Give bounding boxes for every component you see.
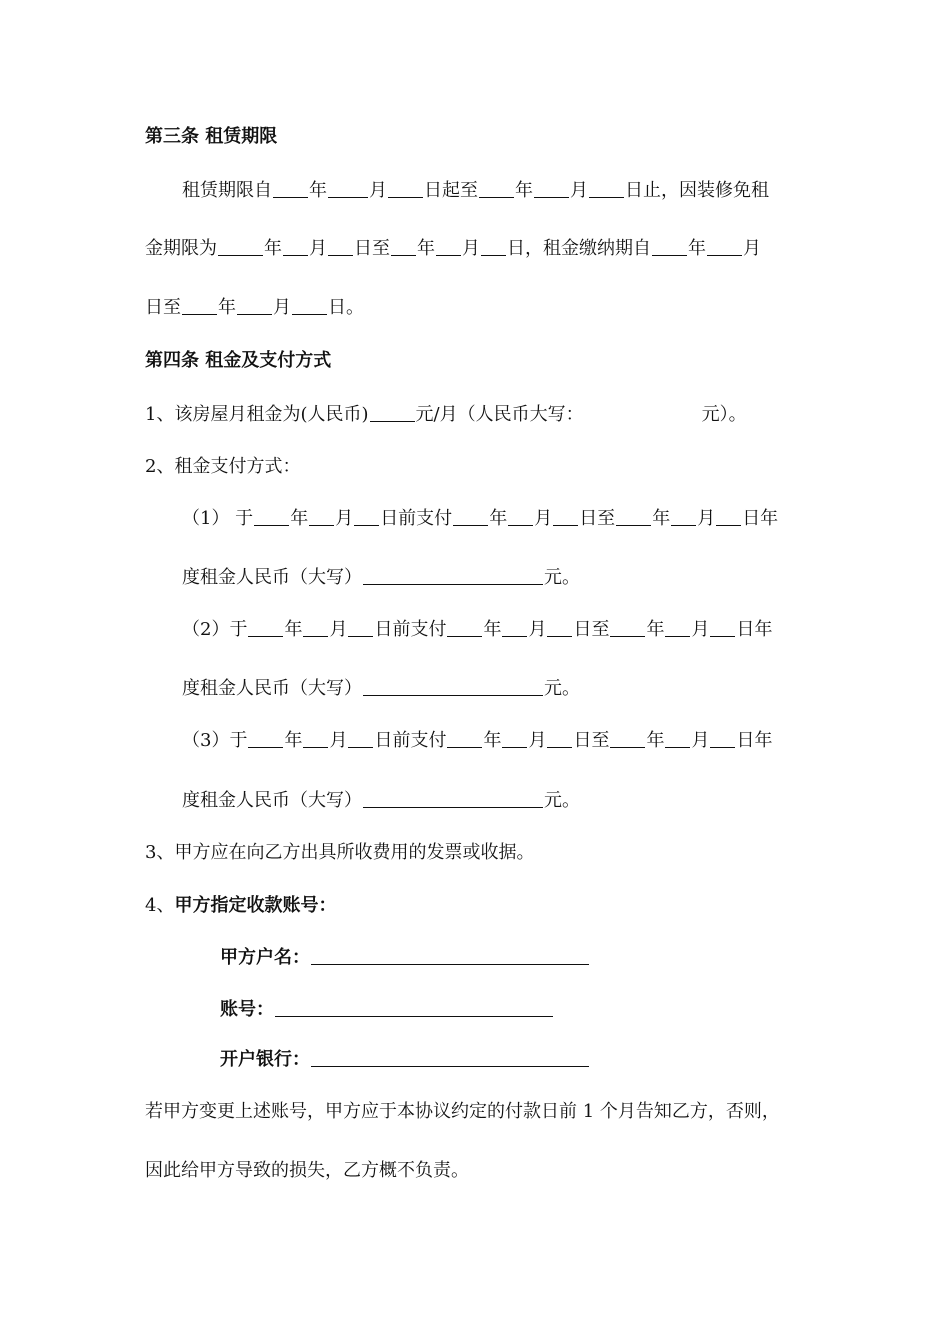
lease-term-line-2: 金期限为 年 月 日至 年 月 日，租金缴纳期自 年 月 [145, 238, 761, 259]
blank-field[interactable] [610, 618, 645, 637]
blank-field[interactable] [707, 237, 742, 256]
blank-field[interactable] [248, 618, 283, 637]
blank-field[interactable] [671, 507, 696, 526]
blank-field[interactable] [665, 618, 690, 637]
lease-term-line-3: 日至 年 月 日。 [145, 297, 364, 318]
blank-field[interactable] [534, 179, 569, 198]
blank-field[interactable] [328, 179, 368, 198]
account-name-line: 甲方户名： [220, 946, 590, 969]
account-number-line: 账号： [220, 998, 554, 1021]
blank-field[interactable] [354, 507, 379, 526]
blank-field[interactable] [508, 507, 533, 526]
blank-field[interactable] [481, 237, 506, 256]
blank-field[interactable] [370, 403, 415, 422]
blank-field[interactable] [710, 729, 735, 748]
blank-field[interactable] [710, 618, 735, 637]
payment-1-line: （1） 于 年 月 日前支付 年 月 日至 年 月 日年 [182, 508, 779, 529]
account-name-field[interactable] [311, 946, 589, 965]
payment-method-label: 2、租金支付方式： [145, 456, 301, 477]
article4-heading: 第四条 租金及支付方式 [145, 350, 332, 371]
blank-field[interactable] [303, 618, 328, 637]
blank-field[interactable] [388, 179, 423, 198]
blank-field[interactable] [652, 237, 687, 256]
blank-field[interactable] [453, 507, 488, 526]
blank-field[interactable] [447, 729, 482, 748]
bank-line: 开户银行： [220, 1048, 590, 1071]
blank-field[interactable] [303, 729, 328, 748]
blank-field[interactable] [348, 618, 373, 637]
blank-field[interactable] [547, 618, 572, 637]
account-number-field[interactable] [275, 998, 553, 1017]
article3-heading: 第三条 租赁期限 [145, 126, 278, 147]
blank-field[interactable] [502, 729, 527, 748]
blank-field[interactable] [283, 237, 308, 256]
blank-field[interactable] [547, 729, 572, 748]
blank-field[interactable] [273, 179, 308, 198]
account-change-line-1: 若甲方变更上述账号，甲方应于本协议约定的付款日前 1 个月告知乙方，否则， [145, 1101, 780, 1122]
blank-field[interactable] [328, 237, 353, 256]
blank-field[interactable] [363, 789, 543, 808]
blank-field[interactable] [218, 237, 263, 256]
payment-1-amount: 度租金人民币（大写） 元。 [182, 567, 580, 588]
blank-field[interactable] [391, 237, 416, 256]
account-heading: 4、甲方指定收款账号： [145, 895, 337, 916]
blank-field[interactable] [363, 566, 543, 585]
monthly-rent-line: 1、该房屋月租金为(人民币) 元/月（人民币大写： 元）。 [145, 404, 747, 425]
payment-2-line: （2）于 年 月 日前支付 年 月 日至 年 月 日年 [182, 619, 773, 640]
blank-field[interactable] [182, 296, 217, 315]
blank-field[interactable] [348, 729, 373, 748]
payment-2-amount: 度租金人民币（大写） 元。 [182, 678, 580, 699]
blank-field[interactable] [610, 729, 645, 748]
account-change-line-2: 因此给甲方导致的损失，乙方概不负责。 [145, 1160, 469, 1181]
blank-field[interactable] [665, 729, 690, 748]
blank-field[interactable] [292, 296, 327, 315]
lease-term-line-1: 租赁期限自 年 月 日起至 年 月 日止，因装修免租 [182, 180, 769, 201]
blank-field[interactable] [553, 507, 578, 526]
blank-field[interactable] [616, 507, 651, 526]
blank-field[interactable] [363, 677, 543, 696]
blank-field[interactable] [479, 179, 514, 198]
blank-field[interactable] [248, 729, 283, 748]
payment-3-line: （3）于 年 月 日前支付 年 月 日至 年 月 日年 [182, 730, 773, 751]
payment-3-amount: 度租金人民币（大写） 元。 [182, 790, 580, 811]
blank-field[interactable] [237, 296, 272, 315]
blank-field[interactable] [436, 237, 461, 256]
invoice-clause: 3、甲方应在向乙方出具所收费用的发票或收据。 [145, 842, 535, 863]
blank-field[interactable] [254, 507, 289, 526]
blank-field[interactable] [589, 179, 624, 198]
blank-field[interactable] [716, 507, 741, 526]
bank-field[interactable] [311, 1048, 589, 1067]
blank-field[interactable] [309, 507, 334, 526]
blank-field[interactable] [447, 618, 482, 637]
blank-field[interactable] [502, 618, 527, 637]
